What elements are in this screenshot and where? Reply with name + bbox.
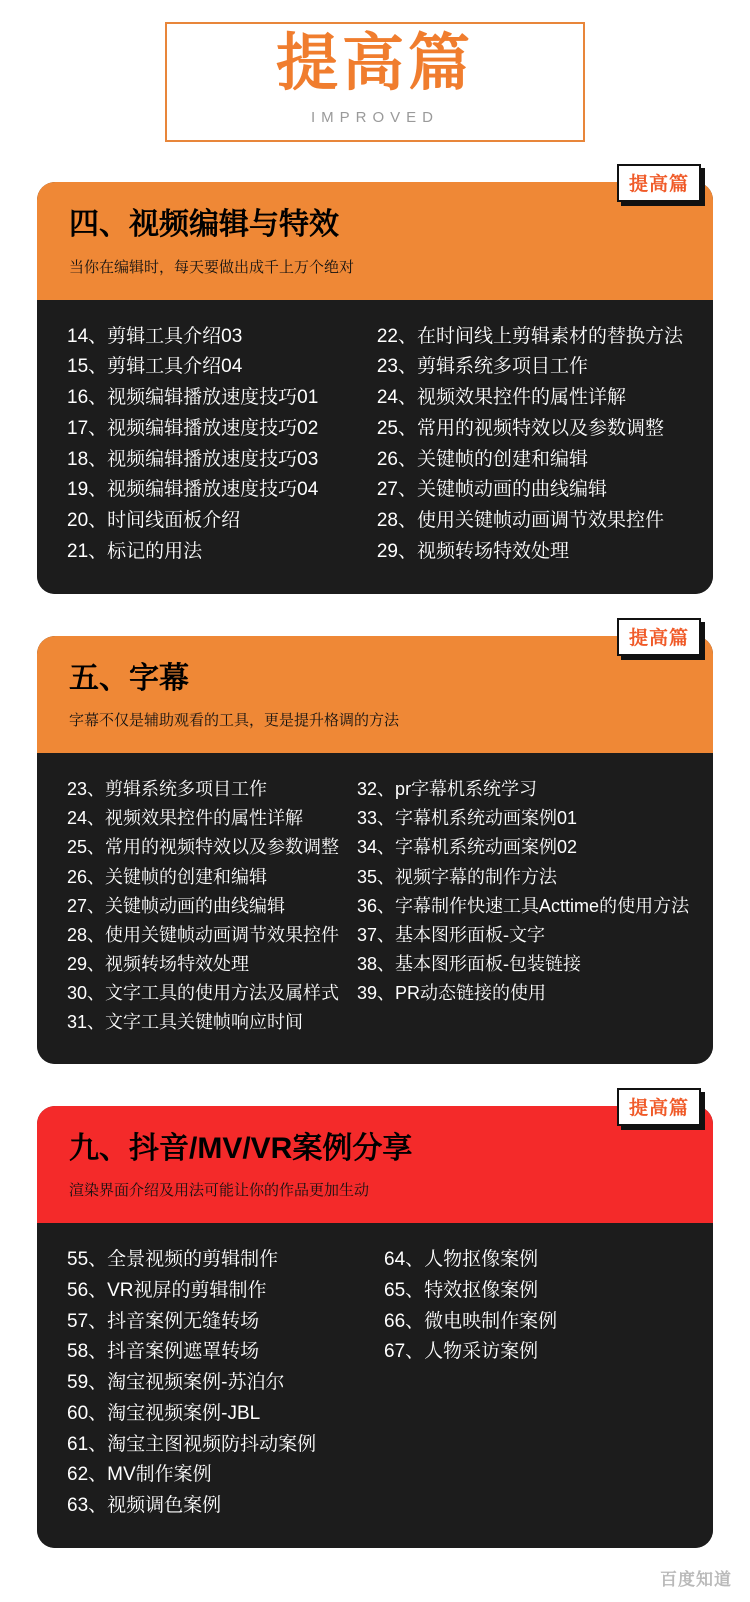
card-header (37, 1106, 713, 1224)
list-item[interactable]: 66、微电映制作案例 (384, 1310, 558, 1332)
list-item[interactable]: 56、VR视屏的剪辑制作 (67, 1279, 267, 1301)
list-item[interactable]: 26、关键帧的创建和编辑 (376, 448, 588, 470)
list-item[interactable]: 32、pr字幕机系统学习 (357, 779, 538, 800)
status-badge: 提高篇 (617, 618, 701, 656)
list-item[interactable]: 25、常用的视频特效以及参数调整 (67, 837, 340, 858)
page-title: 提高篇 (258, 33, 492, 95)
list-item[interactable]: 23、剪辑系统多项目工作 (67, 779, 268, 800)
list-item[interactable]: 15、剪辑工具介绍04 (67, 356, 243, 378)
list-item[interactable]: 65、特效抠像案例 (384, 1279, 539, 1301)
card-column-left (67, 322, 359, 568)
list-item[interactable]: 39、PR动态链接的使用 (357, 983, 547, 1004)
watermark: 百度知道 (660, 1570, 732, 1589)
list-item[interactable]: 25、常用的视频特效以及参数调整 (376, 417, 664, 439)
list-item[interactable]: 16、视频编辑播放速度技巧01 (67, 387, 319, 409)
list-item[interactable]: 29、视频转场特效处理 (67, 954, 250, 975)
course-card (37, 1097, 713, 1548)
page-subtitle: IMPROVED (310, 108, 439, 126)
list-item[interactable]: 55、全景视频的剪辑制作 (67, 1249, 279, 1271)
list-item[interactable]: 26、关键帧的创建和编辑 (67, 866, 268, 887)
list-item[interactable]: 38、基本图形面板-包装链接 (357, 954, 582, 975)
card-description: 当你在编辑时，每天要做出成千上万个绝对 (69, 258, 355, 276)
card-title: 四、视频编辑与特效 (69, 208, 339, 241)
status-badge: 提高篇 (617, 1088, 701, 1126)
card-description: 字幕不仅是辅助观看的工具，更是提升格调的方法 (69, 712, 400, 730)
card-description: 渲染界面介绍及用法可能让你的作品更加生动 (69, 1182, 370, 1200)
card-column-right (384, 1245, 683, 1522)
list-item[interactable]: 67、人物采访案例 (384, 1341, 539, 1363)
card-header (37, 636, 713, 754)
list-item[interactable]: 35、视频字幕的制作方法 (357, 866, 558, 887)
list-item[interactable]: 31、文字工具关键帧响应时间 (67, 1012, 304, 1033)
list-item[interactable]: 18、视频编辑播放速度技巧03 (67, 448, 319, 470)
card-inner (37, 182, 713, 594)
list-item[interactable]: 61、淘宝主图视频防抖动案例 (67, 1433, 317, 1455)
list-item[interactable]: 14、剪辑工具介绍03 (67, 325, 243, 347)
list-item[interactable]: 17、视频编辑播放速度技巧02 (67, 417, 319, 439)
list-item[interactable]: 64、人物抠像案例 (384, 1249, 539, 1271)
list-item[interactable]: 58、抖音案例遮罩转场 (67, 1341, 260, 1363)
list-item[interactable]: 36、字幕制作快速工具Acttime的使用方法 (357, 895, 690, 916)
list-item[interactable]: 37、基本图形面板-文字 (357, 924, 546, 945)
card-title: 五、字幕 (69, 661, 189, 695)
status-badge: 提高篇 (617, 164, 701, 202)
list-item[interactable]: 20、时间线面板介绍 (67, 510, 241, 532)
list-item[interactable]: 60、淘宝视频案例-JBL (67, 1402, 261, 1424)
course-card (37, 627, 713, 1064)
list-item[interactable]: 59、淘宝视频案例-苏泊尔 (67, 1372, 285, 1394)
list-item[interactable]: 24、视频效果控件的属性详解 (376, 387, 626, 409)
list-item[interactable]: 29、视频转场特效处理 (376, 540, 569, 562)
list-item[interactable]: 21、标记的用法 (67, 540, 203, 562)
card-inner (37, 1106, 713, 1548)
card-column-left (67, 775, 339, 1037)
card-column-right (377, 322, 683, 568)
list-item[interactable]: 24、视频效果控件的属性详解 (67, 808, 304, 829)
list-item[interactable]: 62、MV制作案例 (67, 1464, 212, 1486)
list-item[interactable]: 57、抖音案例无缝转场 (67, 1310, 260, 1332)
card-body (37, 1223, 713, 1548)
page-header (0, 0, 750, 142)
card-header (37, 182, 713, 300)
card-body (37, 753, 713, 1063)
course-card (37, 174, 713, 594)
card-body (37, 300, 713, 594)
list-item[interactable]: 34、字幕机系统动画案例02 (357, 837, 578, 858)
list-item[interactable]: 33、字幕机系统动画案例01 (357, 808, 578, 829)
header-frame (165, 22, 585, 142)
list-item[interactable]: 28、使用关键帧动画调节效果控件 (376, 510, 664, 532)
card-column-left (67, 1245, 366, 1522)
list-item[interactable]: 63、视频调色案例 (67, 1495, 222, 1517)
list-item[interactable]: 23、剪辑系统多项目工作 (376, 356, 588, 378)
list-item[interactable]: 30、文字工具的使用方法及属样式 (67, 983, 340, 1004)
card-column-right (357, 775, 689, 1037)
card-inner (37, 636, 713, 1064)
card-title: 九、抖音/MV/VR案例分享 (69, 1131, 413, 1165)
list-item[interactable]: 27、关键帧动画的曲线编辑 (376, 479, 607, 501)
list-item[interactable]: 28、使用关键帧动画调节效果控件 (67, 924, 340, 945)
list-item[interactable]: 27、关键帧动画的曲线编辑 (67, 895, 286, 916)
list-item[interactable]: 22、在时间线上剪辑素材的替换方法 (376, 325, 683, 347)
list-item[interactable]: 19、视频编辑播放速度技巧04 (67, 479, 319, 501)
